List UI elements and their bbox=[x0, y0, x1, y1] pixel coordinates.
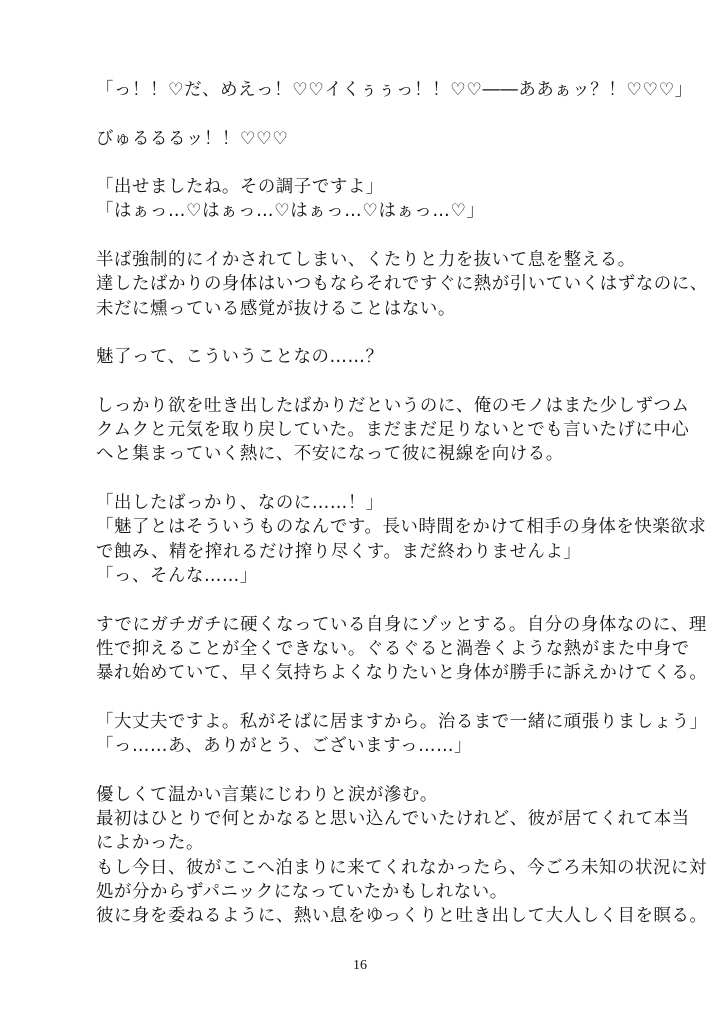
document-body bbox=[96, 78, 708, 928]
blank-line bbox=[96, 467, 636, 491]
text-line: 半ば強制的にイかされてしまい、くたりと力を抜いて息を整える。 bbox=[96, 250, 636, 271]
text-line: 最初はひとりで何とかなると思い込んでいたけれど、彼が居てくれて本当 bbox=[96, 808, 690, 829]
text-line: 「大丈夫ですよ。私がそばに居ますから。治るまで一緒に頑張りましょう」 bbox=[96, 711, 708, 732]
blank-line bbox=[96, 370, 636, 394]
text-line: びゅるるるッ！！♡♡♡ bbox=[96, 128, 289, 149]
blank-line bbox=[96, 102, 636, 126]
blank-line bbox=[96, 321, 636, 345]
blank-line bbox=[96, 588, 636, 612]
text-line: 彼に身を委ねるように、熱い息をゆっくりと吐き出して大人しく目を瞑る。 bbox=[96, 906, 708, 927]
text-line: 「っ！！♡だ、めえっ！♡♡イくぅぅっ！！♡♡――ああぁッ？！♡♡♡」 bbox=[96, 80, 693, 100]
page-number: 16 bbox=[353, 958, 367, 973]
text-line: 暴れ始めていて、早く気持ちよくなりたいと身体が勝手に訴えかけてくる。 bbox=[96, 663, 708, 684]
text-line: 「出したばっかり、なのに……！」 bbox=[96, 493, 384, 514]
text-line: によかった。 bbox=[96, 833, 204, 854]
text-line: 「出せましたね。その調子ですよ」 bbox=[96, 177, 384, 198]
text-line: もし今日、彼がここへ泊まりに来てくれなかったら、今ごろ未知の状況に対 bbox=[96, 857, 707, 878]
text-line: 性で抑えることが全くできない。ぐるぐると渦巻くような熱がまた中身で bbox=[96, 638, 690, 659]
text-line: 処が分からずパニックになっていたかもしれない。 bbox=[96, 881, 508, 902]
text-line: で蝕み、精を搾れるだけ搾り尽くす。まだ終わりませんよ」 bbox=[96, 541, 582, 562]
text-line: しっかり欲を吐き出したばかりだというのに、俺のモノはまた少しずつム bbox=[96, 395, 690, 416]
blank-line bbox=[96, 758, 636, 782]
text-line: クムクと元気を取り戻していた。まだまだ足りないとでも言いたげに中心 bbox=[96, 420, 690, 441]
blank-line bbox=[96, 224, 636, 248]
blank-line bbox=[96, 685, 636, 709]
text-line: 「っ……あ、ありがとう、ございますっ……」 bbox=[96, 736, 473, 757]
text-line: 優しくて温かい言葉にじわりと涙が滲む。 bbox=[96, 784, 438, 805]
blank-line bbox=[96, 151, 636, 175]
text-line: 「はぁっ…♡はぁっ…♡はぁっ…♡はぁっ…♡」 bbox=[96, 201, 485, 222]
text-line: 達したばかりの身体はいつもならそれですぐに熱が引いていくはずなのに、 bbox=[96, 274, 708, 295]
text-line: すでにガチガチに硬くなっている自身にゾッとする。自分の身体なのに、理 bbox=[96, 614, 707, 635]
text-line: へと集まっていく熱に、不安になって彼に視線を向ける。 bbox=[96, 444, 564, 465]
text-line: 「魅了とはそういうものなんです。長い時間をかけて相手の身体を快楽欲求 bbox=[96, 517, 707, 538]
text-line: 未だに燻っている感覚が抜けることはない。 bbox=[96, 298, 456, 319]
text-line: 魅了って、こういうことなの……？ bbox=[96, 347, 384, 368]
text-line: 「っ、そんな……」 bbox=[96, 565, 258, 586]
